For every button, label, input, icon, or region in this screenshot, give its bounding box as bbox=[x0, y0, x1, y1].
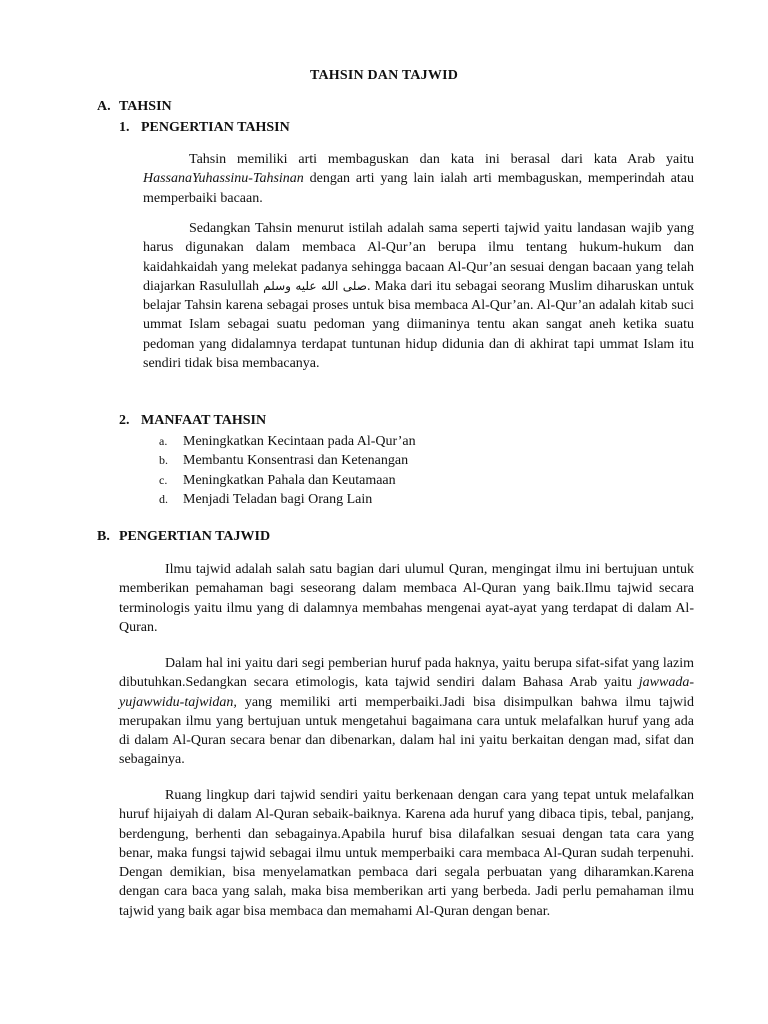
list-item: d. Menjadi Teladan bagi Orang Lain bbox=[159, 491, 373, 507]
arabic-honorific: صلى الله عليه وسلم bbox=[263, 278, 367, 293]
list-item: c. Meningkatkan Pahala dan Keutamaan bbox=[159, 472, 396, 488]
subsection-2-heading bbox=[119, 413, 266, 429]
section-a-title: TAHSIN bbox=[119, 99, 172, 114]
manfaat-list bbox=[159, 432, 416, 509]
list-item: b. Membantu Konsentrasi dan Ketenangan bbox=[159, 453, 409, 469]
section-a-heading bbox=[97, 99, 172, 115]
section-b-letter: B. bbox=[97, 529, 110, 544]
tahsin-paragraph-1: Tahsin memiliki arti membaguskan dan kata ini berasal dari kata Arab yaitu HassanaYuhassinu-Tahsinan dengan arti yang lain ialah arti membaguskan, memperindah atau memperbaiki bacaan. bbox=[143, 152, 694, 206]
subsection-1-heading bbox=[119, 120, 290, 136]
subsection-1-title: PENGERTIAN TAHSIN bbox=[141, 120, 290, 135]
subsection-2-title: MANFAAT TAHSIN bbox=[141, 413, 267, 428]
tajwid-paragraph-3: Ruang lingkup dari tajwid sendiri yaitu berkenaan dengan cara yang tepat untuk melafalkan huruf hijaiyah di dalam Al-Quran sebaik-baiknya. Karena ada huruf yang dibaca tipis, tebal, panjang, berdengung, berhenti dan sebagainya.Apabila huruf bisa dilafalkan sesuai dengan tata cara yang benar, maka fungsi tajwid sebagai ilmu untuk memperbaiki cara membaca Al-Quran sudah terpenuhi. Dengan demikian, bisa menyelamatkan pembaca dari segala perbuatan yang diharamkan.Karena dengan cara baca yang salah, maka bisa memberikan arti yang berbeda. Jadi perlu pemahaman ilmu tajwid yang baik agar bisa membaca dan memahami Al-Quran dengan benar. bbox=[119, 788, 694, 919]
list-item: a. Meningkatkan Kecintaan pada Al-Qur’an bbox=[159, 434, 416, 449]
arabic-transliteration: HassanaYuhassinu-Tahsinan bbox=[143, 171, 304, 187]
arabic-transliteration: jawwada-yujawwidu-tajwidan, bbox=[119, 675, 694, 710]
tahsin-paragraph-2: Sedangkan Tahsin menurut istilah adalah sama seperti tajwid yaitu landasan wajib yang harus digunakan dalam membaca Al-Qur’an berupa ilmu tentang hukum-hukum dan kaidahkaidah yang melekat padanya sehingga bacaan Al-Qur’an sesuai dengan bacaan yang telah diajarkan Rasulullah صلى الله عليه وسلم. Maka dari itu sebagai seorang Muslim diharuskan untuk belajar Tahsin karena sebagai proses untuk bisa membaca Al-Qur’an. Al-Qur’an adalah kitab suci ummat Islam sebagai suatu pedoman yang diimaninya tentu akan sangat aneh ketika suatu pedoman yang didalamnya terdapat tuntunan hidup didunia dan di akhirat tapi ummat Islam itu sendiri tidak bisa membacanya. bbox=[143, 221, 694, 372]
section-b-heading bbox=[97, 529, 270, 545]
section-a-letter: A. bbox=[97, 99, 111, 114]
tajwid-paragraph-2: Dalam hal ini yaitu dari segi pemberian huruf pada haknya, yaitu berupa sifat-sifat yang lazim dibutuhkan.Sedangkan secara etimologis, kata tajwid sendiri dalam Bahasa Arab yaitu jawwada-yujawwidu-tajwidan, yang memiliki arti memperbaiki.Jadi bisa disimpulkan bahwa ilmu tajwid merupakan ilmu yang bertujuan untuk mengetahui bagaimana cara untuk melafalkan huruf yang ada di dalam Al-Quran secara benar dan dibenarkan, dalam hal ini yaitu berkaitan dengan mad, sifat dan sebagainya. bbox=[119, 656, 694, 768]
tajwid-paragraph-1: Ilmu tajwid adalah salah satu bagian dari ulumul Quran, mengingat ilmu ini bertujuan untuk memberikan pemahaman bagi seseorang dalam membaca Al-Quran yang baik.Ilmu tajwid secara terminologis yaitu ilmu yang di dalamnya membahas mengenai ayat-ayat yang terdapat di dalam Al-Quran. bbox=[119, 562, 694, 635]
subsection-2-number: 2. bbox=[119, 413, 130, 428]
document-title: TAHSIN DAN TAJWID bbox=[309, 68, 459, 83]
section-b-title: PENGERTIAN TAJWID bbox=[119, 529, 271, 544]
subsection-1-number: 1. bbox=[119, 120, 130, 135]
